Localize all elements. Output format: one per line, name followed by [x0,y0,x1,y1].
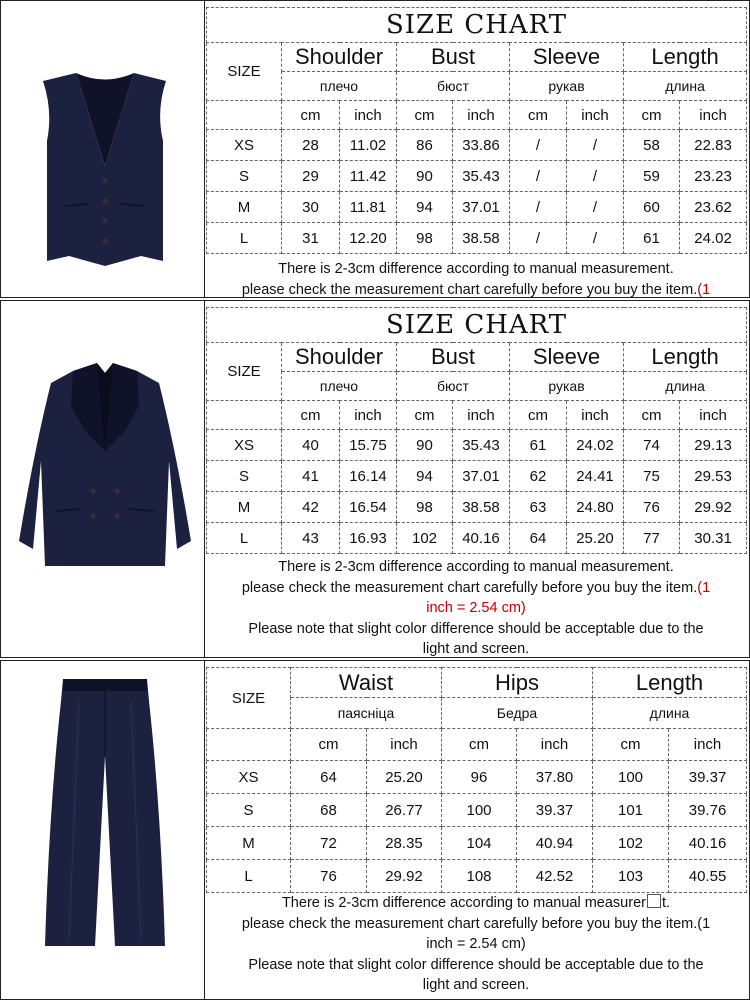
waist-translation: паясніца [291,698,442,729]
size-cell: M [207,492,282,523]
unit-header: inch [453,101,510,130]
length-translation: длина [624,72,747,101]
check-chart-text: please check the measurement chart carefully before you buy the item. [241,281,698,298]
pants-size-table [206,667,747,893]
value-cell: 94 [397,461,453,492]
measurement-note: There is 2-3cm difference according to manual measurement. [278,559,674,575]
unit-header: inch [567,401,624,430]
value-cell: 102 [397,523,453,554]
value-cell: 24.02 [567,430,624,461]
value-cell: 39.37 [517,794,593,827]
size-cell: XS [207,430,282,461]
table-row [207,130,747,161]
blazer-notes [206,557,746,660]
value-cell: 24.80 [567,492,624,523]
table-row [207,430,747,461]
unit-header: inch [669,729,747,761]
length-header: Length [624,43,747,72]
inch-conversion-note: inch = 2.54 cm) [426,936,526,952]
sleeve-header: Sleeve [510,43,624,72]
vest-image [1,1,205,299]
value-cell: 25.20 [367,761,442,794]
size-cell: M [207,827,291,860]
value-cell: 29.92 [680,492,747,523]
value-cell: 37.80 [517,761,593,794]
inch-conversion-start: (1 [697,281,711,298]
value-cell: 11.81 [340,192,397,223]
check-chart-note: please check the measurement chart carefully before you buy the item.(1 [241,915,711,932]
size-unit-blank [207,101,282,130]
pants-photo [1,661,205,999]
value-cell: 29.92 [367,860,442,893]
value-cell: 100 [442,794,517,827]
sleeve-header: Sleeve [510,343,624,372]
bust-translation: бюст [397,372,510,401]
table-row [207,192,747,223]
vest-size-table [206,7,747,254]
value-cell: / [510,223,567,254]
length-translation: длина [624,372,747,401]
value-cell: / [510,161,567,192]
unit-header: inch [340,101,397,130]
value-cell: 11.02 [340,130,397,161]
value-cell: 40.55 [669,860,747,893]
unit-header: inch [567,101,624,130]
value-cell: 30 [282,192,340,223]
value-cell: / [567,223,624,254]
value-cell: / [567,161,624,192]
size-column-header: SIZE [207,43,282,101]
value-cell: 72 [291,827,367,860]
value-cell: 64 [510,523,567,554]
garbled-glyph-icon [647,894,661,908]
value-cell: 28 [282,130,340,161]
size-cell: L [207,223,282,254]
value-cell: 33.86 [453,130,510,161]
bust-header: Bust [397,343,510,372]
size-unit-blank [207,729,291,761]
value-cell: 30.31 [680,523,747,554]
value-cell: 90 [397,430,453,461]
size-cell: S [207,161,282,192]
value-cell: 39.76 [669,794,747,827]
value-cell: 42.52 [517,860,593,893]
blazer-photo [1,301,205,657]
table-row [207,461,747,492]
value-cell: 35.43 [453,161,510,192]
value-cell: 86 [397,130,453,161]
value-cell: 102 [593,827,669,860]
value-cell: 103 [593,860,669,893]
value-cell: 12.20 [340,223,397,254]
value-cell: 16.14 [340,461,397,492]
vest-size-panel [0,0,750,298]
pants-notes [206,893,746,996]
unit-header: cm [510,101,567,130]
value-cell: / [567,130,624,161]
value-cell: 25.20 [567,523,624,554]
blazer-image [1,301,205,659]
size-cell: L [207,523,282,554]
value-cell: 29.53 [680,461,747,492]
value-cell: 24.41 [567,461,624,492]
value-cell: 26.77 [367,794,442,827]
unit-header: inch [340,401,397,430]
value-cell: 75 [624,461,680,492]
measurement-note: There is 2-3cm difference according to manual measurement. [278,261,674,277]
hips-translation: Бедра [442,698,593,729]
size-cell: L [207,860,291,893]
value-cell: 101 [593,794,669,827]
value-cell: 60 [624,192,680,223]
hips-header: Hips [442,668,593,698]
value-cell: 11.42 [340,161,397,192]
value-cell: 28.35 [367,827,442,860]
value-cell: 35.43 [453,430,510,461]
table-row [207,223,747,254]
unit-header: cm [624,401,680,430]
blazer-size-table [206,307,747,554]
value-cell: 98 [397,492,453,523]
table-row [207,860,747,893]
value-cell: 40.16 [453,523,510,554]
value-cell: 16.54 [340,492,397,523]
value-cell: 104 [442,827,517,860]
blazer-size-panel [0,300,750,658]
value-cell: 39.37 [669,761,747,794]
value-cell: 100 [593,761,669,794]
measurement-note-text: There is 2-3cm difference according to manual measurer [281,895,646,911]
size-cell: S [207,461,282,492]
size-column-header: SIZE [207,343,282,401]
value-cell: 59 [624,161,680,192]
size-cell: XS [207,130,282,161]
unit-header: cm [442,729,517,761]
measurement-note-tail: t. [661,895,671,911]
size-unit-blank [207,401,282,430]
table-row [207,523,747,554]
measurement-note [206,893,746,914]
value-cell: 38.58 [453,223,510,254]
value-cell: 62 [510,461,567,492]
unit-header: inch [517,729,593,761]
value-cell: / [510,130,567,161]
vest-photo [1,1,205,297]
value-cell: 16.93 [340,523,397,554]
value-cell: 24.02 [680,223,747,254]
value-cell: 43 [282,523,340,554]
value-cell: 23.62 [680,192,747,223]
sleeve-translation: рукав [510,72,624,101]
value-cell: / [567,192,624,223]
unit-header: cm [282,401,340,430]
table-row [207,794,747,827]
value-cell: 94 [397,192,453,223]
value-cell: 76 [624,492,680,523]
unit-header: cm [282,101,340,130]
table-row [207,761,747,794]
size-cell: XS [207,761,291,794]
value-cell: 77 [624,523,680,554]
unit-header: cm [397,401,453,430]
color-difference-note: Please note that slight color difference should be acceptable due to the [248,620,704,637]
unit-header: inch [453,401,510,430]
size-cell: M [207,192,282,223]
value-cell: 61 [624,223,680,254]
length-header: Length [624,343,747,372]
shoulder-translation: плечо [282,72,397,101]
value-cell: 58 [624,130,680,161]
unit-header: cm [397,101,453,130]
value-cell: 23.23 [680,161,747,192]
unit-header: inch [680,101,747,130]
table-row [207,492,747,523]
unit-header: cm [624,101,680,130]
vest-notes [206,259,746,300]
value-cell: 108 [442,860,517,893]
length-translation: длина [593,698,747,729]
value-cell: 76 [291,860,367,893]
value-cell: 63 [510,492,567,523]
waist-header: Waist [291,668,442,698]
table-row [207,827,747,860]
value-cell: 38.58 [453,492,510,523]
bust-header: Bust [397,43,510,72]
check-chart-note [206,280,746,301]
unit-header: cm [593,729,669,761]
value-cell: 74 [624,430,680,461]
pants-image [1,661,205,1001]
bust-translation: бюст [397,72,510,101]
value-cell: 37.01 [453,461,510,492]
inch-conversion-note: inch = 2.54 cm) [426,600,526,616]
value-cell: 42 [282,492,340,523]
unit-header: inch [367,729,442,761]
color-difference-note: Please note that slight color difference should be acceptable due to the [248,956,704,973]
value-cell: 31 [282,223,340,254]
value-cell: 96 [442,761,517,794]
unit-header: cm [510,401,567,430]
check-chart-text: please check the measurement chart carefully before you buy the item. [241,579,698,596]
shoulder-header: Shoulder [282,43,397,72]
value-cell: 29 [282,161,340,192]
value-cell: / [510,192,567,223]
check-chart-note [206,578,746,599]
value-cell: 90 [397,161,453,192]
shoulder-translation: плечо [282,372,397,401]
value-cell: 40.94 [517,827,593,860]
value-cell: 40 [282,430,340,461]
color-difference-note-end: light and screen. [422,977,530,993]
unit-header: cm [291,729,367,761]
value-cell: 22.83 [680,130,747,161]
value-cell: 40.16 [669,827,747,860]
value-cell: 61 [510,430,567,461]
pants-size-panel [0,660,750,1000]
inch-conversion-start: (1 [697,579,711,596]
value-cell: 37.01 [453,192,510,223]
unit-header: inch [680,401,747,430]
value-cell: 98 [397,223,453,254]
value-cell: 41 [282,461,340,492]
size-chart-title: SIZE CHART [207,8,747,43]
sleeve-translation: рукав [510,372,624,401]
value-cell: 29.13 [680,430,747,461]
value-cell: 68 [291,794,367,827]
length-header: Length [593,668,747,698]
shoulder-header: Shoulder [282,343,397,372]
value-cell: 64 [291,761,367,794]
color-difference-note-end: light and screen. [422,641,530,657]
table-row [207,161,747,192]
size-column-header: SIZE [207,668,291,729]
size-chart-title: SIZE CHART [207,308,747,343]
size-cell: S [207,794,291,827]
value-cell: 15.75 [340,430,397,461]
